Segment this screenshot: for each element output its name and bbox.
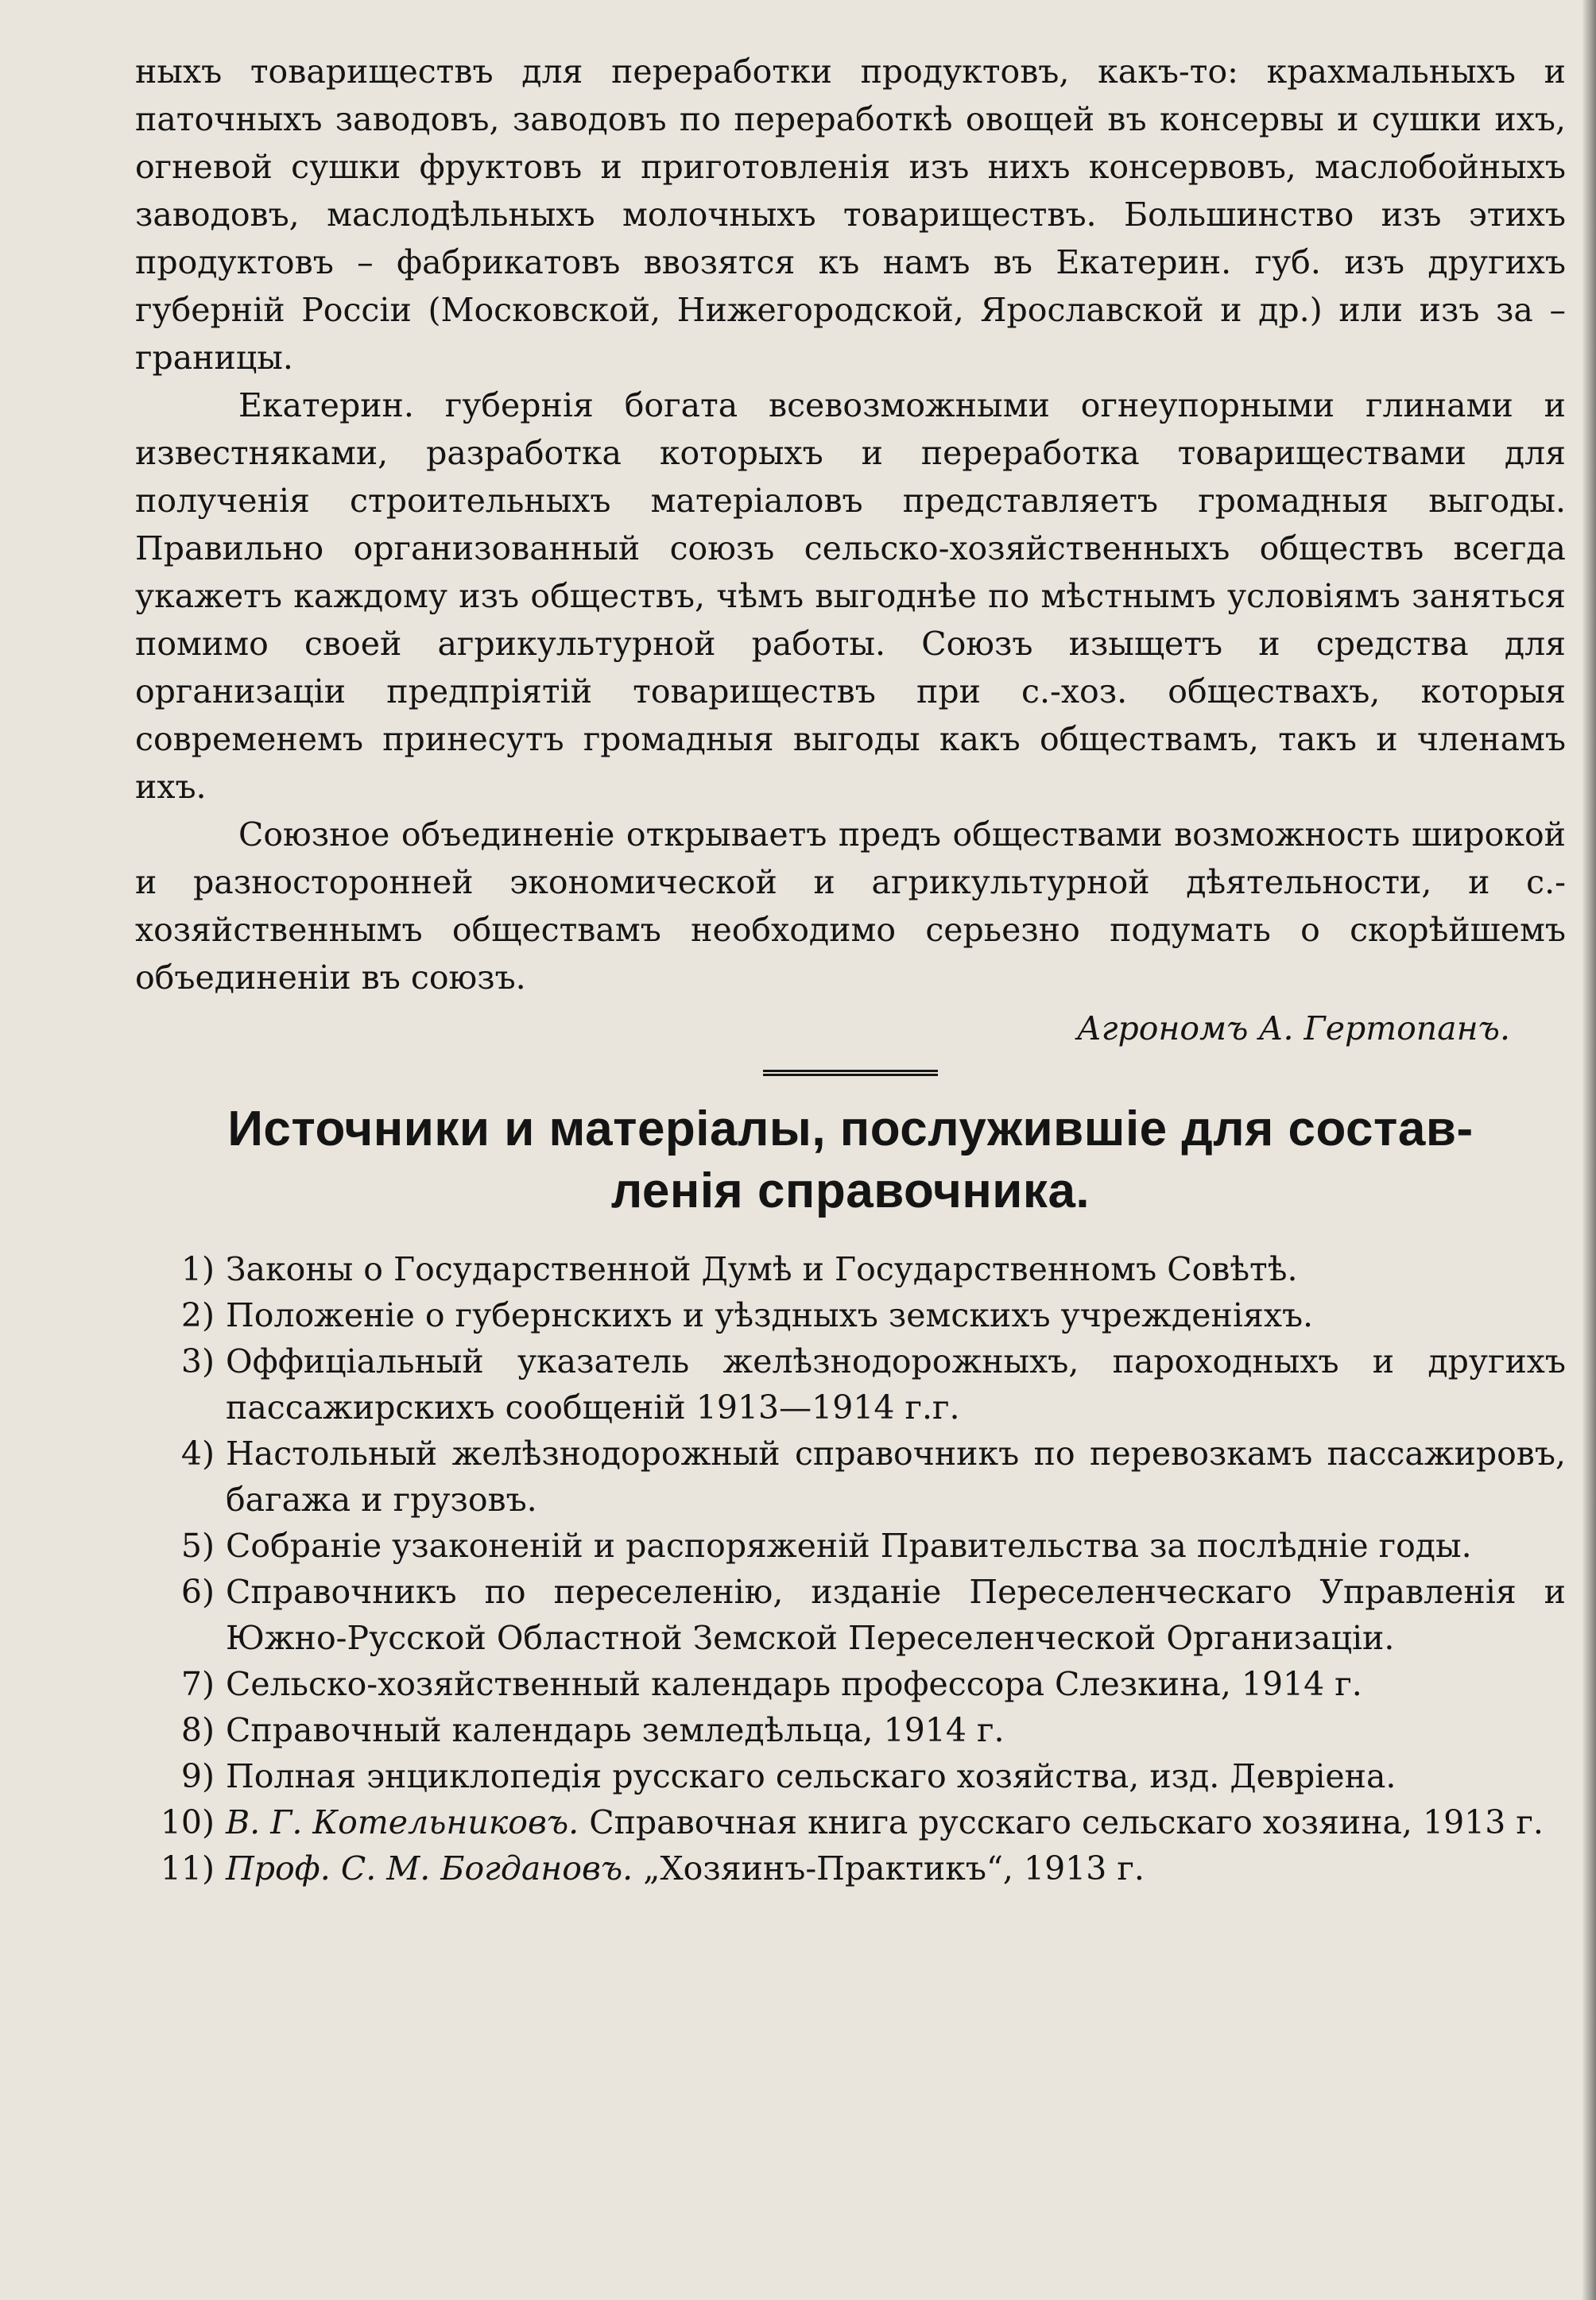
item-number: 7) bbox=[180, 1665, 215, 1703]
item-text bbox=[226, 1799, 1566, 1845]
item-number: 6) bbox=[180, 1573, 215, 1611]
list-item bbox=[135, 1431, 1566, 1523]
item-number: 4) bbox=[180, 1435, 215, 1473]
list-item bbox=[135, 1338, 1566, 1431]
item-text bbox=[226, 1845, 1566, 1891]
section-divider bbox=[763, 1070, 938, 1076]
item-number: 11) bbox=[160, 1849, 215, 1888]
list-item bbox=[135, 1845, 1566, 1891]
item-text bbox=[226, 1246, 1566, 1292]
item-text bbox=[226, 1661, 1566, 1707]
heading-line-2: ленія справочника. bbox=[610, 1164, 1090, 1218]
paragraph-2: Екатерин. губернія богата всевозможными огнеупорными глинами и известняками, разработка которыхъ и переработка товариществами для полученія строительныхъ матеріаловъ представляетъ громадныя выгоды. Правильно организованный союзъ сельско-хозяйственныхъ обществъ всегда укажетъ каждому изъ обществъ, чѣмъ выгоднѣе по мѣстнымъ условіямъ заняться помимо своей агрикультурной работы. Союзъ изыщетъ и средства для организаціи предпріятій товариществъ при с.-хоз. обществахъ, которыя современемъ принесутъ громадныя выгоды какъ обществамъ, такъ и членамъ ихъ. bbox=[135, 386, 1566, 806]
page-edge-shadow bbox=[1582, 0, 1596, 2300]
item-text bbox=[226, 1523, 1566, 1569]
list-item bbox=[135, 1707, 1566, 1753]
item-number: 2) bbox=[180, 1296, 215, 1334]
item-body: Оффиціальный указатель желѣзнодорожныхъ, пароходныхъ и другихъ пассажирскихъ сообщеній 1913—1914 г.г. bbox=[226, 1342, 1566, 1427]
item-body: Настольный желѣзнодорожный справочникъ по перевозкамъ пассажировъ, багажа и грузовъ. bbox=[226, 1435, 1566, 1519]
list-item bbox=[135, 1246, 1566, 1292]
item-number: 8) bbox=[180, 1711, 215, 1749]
item-body: Полная энциклопедія русскаго сельскаго хозяйства, изд. Девріена. bbox=[226, 1757, 1396, 1795]
item-author: В. Г. Котельниковъ. bbox=[226, 1803, 579, 1841]
item-author: Проф. С. М. Богдановъ. bbox=[226, 1849, 633, 1888]
item-body: „Хозяинъ-Практикъ“, 1913 г. bbox=[633, 1849, 1145, 1888]
list-item bbox=[135, 1799, 1566, 1845]
item-text bbox=[226, 1753, 1566, 1799]
item-number: 3) bbox=[180, 1342, 215, 1380]
item-text bbox=[226, 1569, 1566, 1661]
item-body: Сельско-хозяйственный календарь профессора Слезкина, 1914 г. bbox=[226, 1665, 1362, 1703]
item-body: Законы о Государственной Думѣ и Государственномъ Совѣтѣ. bbox=[226, 1250, 1298, 1288]
paragraph-3: Союзное объединеніе открываетъ предъ обществами возможность широкой и разносторонней экономической и агрикультурной дѣятельности, и с.-хозяйственнымъ обществамъ необходимо серьезно подумать о скорѣйшемъ объединеніи въ союзъ. bbox=[135, 815, 1566, 997]
item-text bbox=[226, 1292, 1566, 1338]
item-number: 9) bbox=[180, 1757, 215, 1795]
item-number: 10) bbox=[160, 1803, 215, 1841]
paragraph-1: ныхъ товариществъ для переработки продуктовъ, какъ-то: крахмальныхъ и паточныхъ заводовъ, заводовъ по переработкѣ овощей въ консервы и сушки ихъ, огневой сушки фруктовъ и приготовленія изъ нихъ консервовъ, маслобойныхъ заводовъ, маслодѣльныхъ молочныхъ товариществъ. Большинство изъ этихъ продуктовъ – фабрикатовъ ввозятся къ намъ въ Екатерин. губ. изъ другихъ губерній Россіи (Московской, Нижегородской, Ярославской и др.) или изъ за – границы. bbox=[135, 52, 1566, 377]
item-body: Собраніе узаконеній и распоряженій Правительства за послѣдніе годы. bbox=[226, 1527, 1472, 1565]
heading-line-1: Источники и матеріалы, послужившіе для состав- bbox=[227, 1102, 1474, 1156]
item-text bbox=[226, 1431, 1566, 1523]
item-body: Положеніе о губернскихъ и уѣздныхъ земскихъ учрежденіяхъ. bbox=[226, 1296, 1314, 1334]
list-item bbox=[135, 1753, 1566, 1799]
list-item bbox=[135, 1292, 1566, 1338]
item-body: Справочная книга русскаго сельскаго хозяина, 1913 г. bbox=[579, 1803, 1544, 1841]
list-item bbox=[135, 1569, 1566, 1661]
item-body: Справочникъ по переселенію, изданіе Переселенческаго Управленія и Южно-Русской Областной Земской Переселенческой Организаціи. bbox=[226, 1573, 1566, 1657]
document-body bbox=[135, 48, 1566, 1891]
list-item bbox=[135, 1661, 1566, 1707]
sources-list bbox=[135, 1246, 1566, 1891]
item-body: Справочный календарь земледѣльца, 1914 г. bbox=[226, 1711, 1005, 1749]
item-number: 1) bbox=[180, 1250, 215, 1288]
item-text bbox=[226, 1338, 1566, 1431]
item-text bbox=[226, 1707, 1566, 1753]
section-heading bbox=[135, 1098, 1566, 1222]
list-item bbox=[135, 1523, 1566, 1569]
item-number: 5) bbox=[180, 1527, 215, 1565]
author-signature: Агрономъ А. Гертопанъ. bbox=[1076, 1009, 1510, 1047]
